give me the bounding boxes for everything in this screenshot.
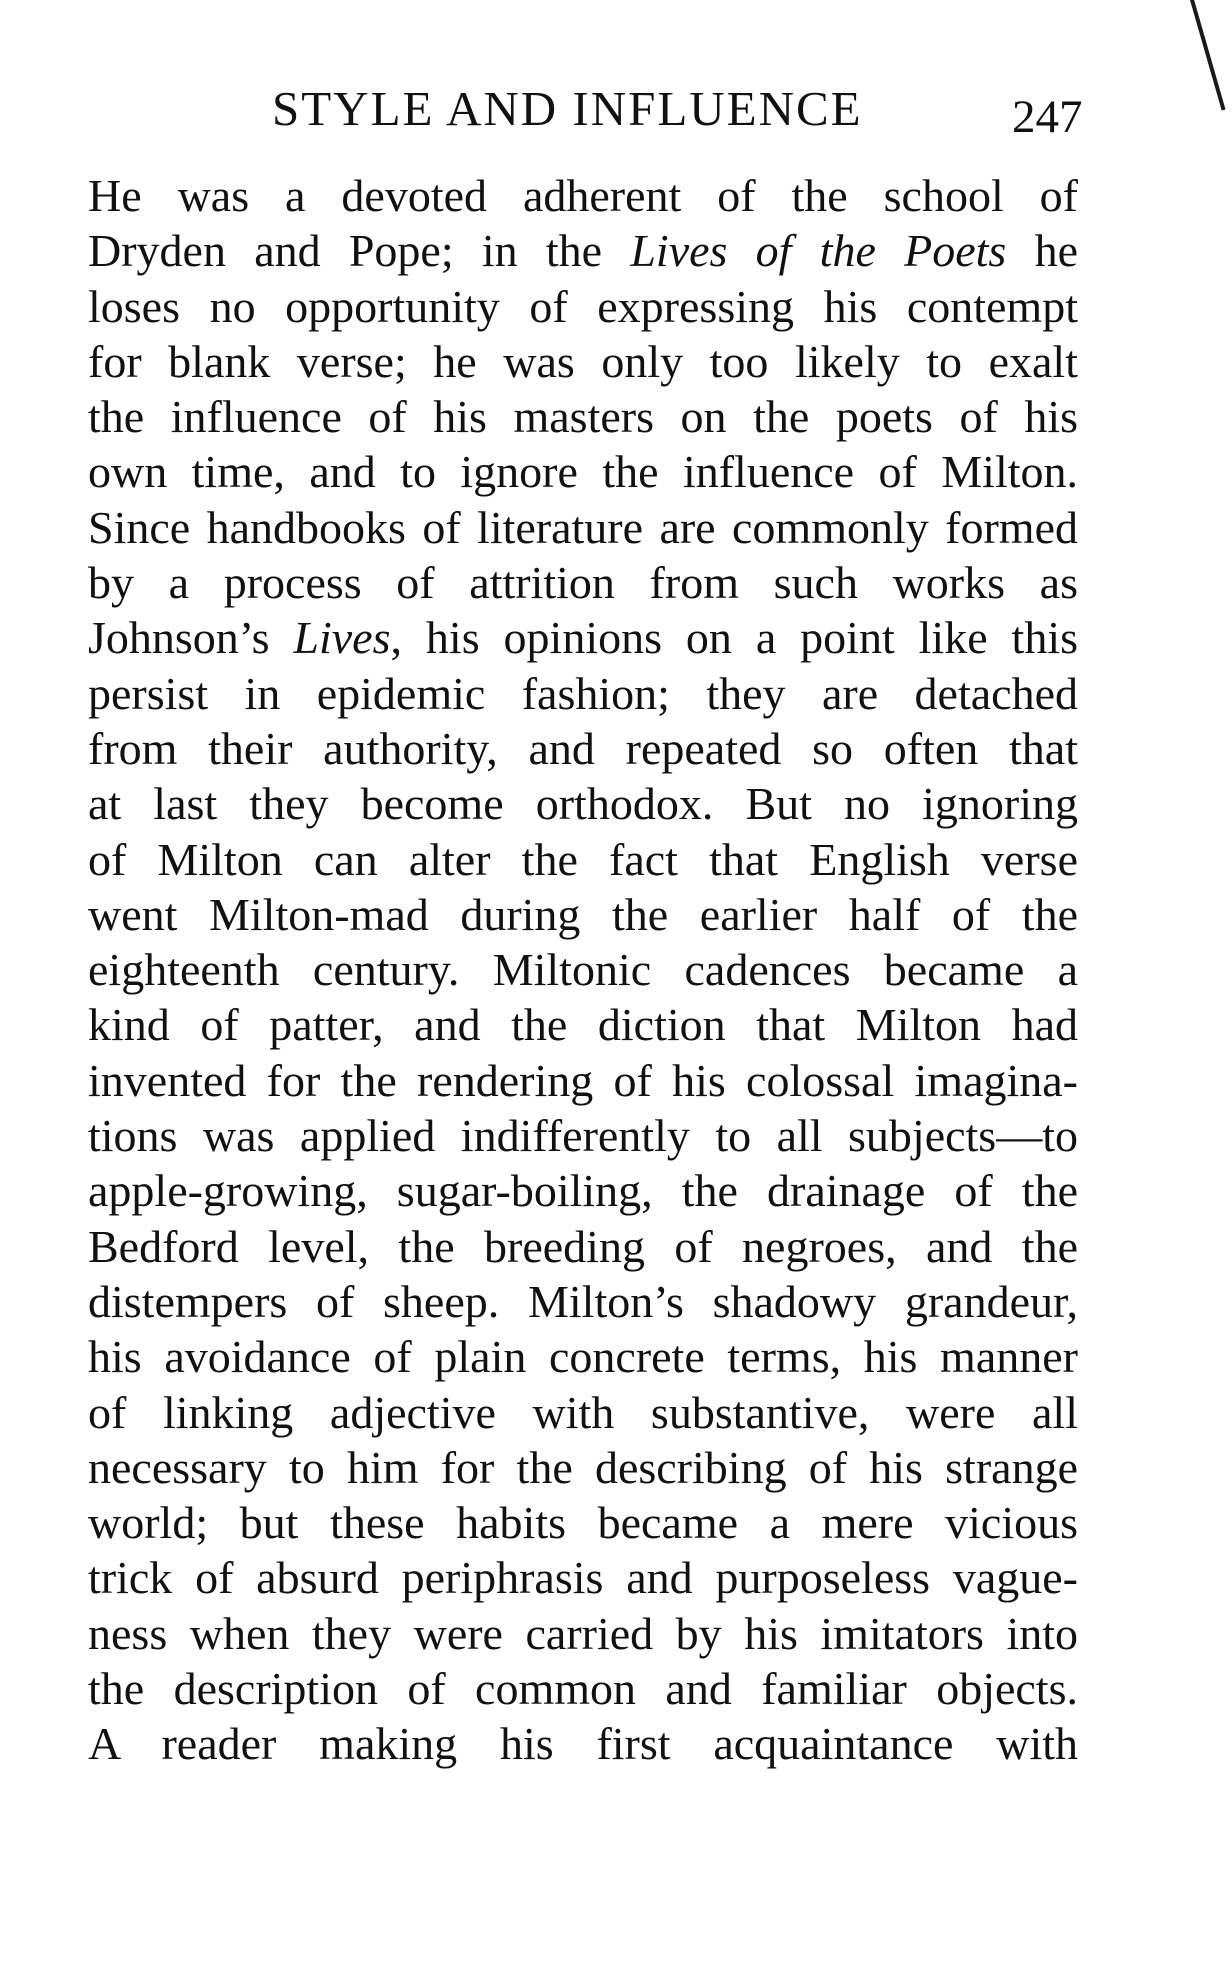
text-line <box>88 610 1078 665</box>
text-run: from their authority, and repeated so often that <box>88 722 1078 774</box>
text-run: invented for the rendering of his colossal imagina- <box>88 1054 1078 1106</box>
text-line <box>88 1385 1078 1440</box>
text-line <box>88 444 1078 499</box>
text-line <box>88 1053 1078 1108</box>
text-run: own time, and to ignore the influence of Milton. <box>88 446 1078 498</box>
text-line <box>88 1274 1078 1329</box>
body-text <box>88 168 1078 1772</box>
text-run: the description of common and familiar objects. <box>88 1663 1078 1715</box>
text-line <box>88 1661 1078 1716</box>
text-line <box>88 1606 1078 1661</box>
text-line <box>88 942 1078 997</box>
text-run: Bedford level, the breeding of negroes, and the <box>88 1220 1078 1272</box>
text-run: of linking adjective with substantive, were all <box>88 1386 1078 1438</box>
text-line <box>88 389 1078 444</box>
text-run: of Milton can alter the fact that English verse <box>88 833 1078 885</box>
text-line <box>88 1550 1078 1605</box>
text-line <box>88 334 1078 389</box>
page-number: 247 <box>1012 91 1083 143</box>
text-line <box>88 555 1078 610</box>
text-run: his avoidance of plain concrete terms, his manner <box>88 1331 1078 1383</box>
text-line <box>88 832 1078 887</box>
text-run: trick of absurd periphrasis and purposeless vague- <box>88 1552 1078 1604</box>
text-run: ness when they were carried by his imitators into <box>88 1607 1078 1659</box>
text-line <box>88 1440 1078 1495</box>
text-line <box>88 1329 1078 1384</box>
text-run: loses no opportunity of expressing his contempt <box>88 280 1078 332</box>
text-run: he <box>1006 225 1078 277</box>
italic-title: Lives <box>293 612 391 664</box>
text-line <box>88 776 1078 831</box>
text-run: Johnson’s <box>88 612 294 664</box>
text-run: world; but these habits became a mere vicious <box>88 1497 1078 1549</box>
text-line <box>88 1219 1078 1274</box>
text-run: at last they become orthodox. But no ignoring <box>88 778 1078 830</box>
running-title: STYLE AND INFLUENCE <box>272 81 863 136</box>
text-run: the influence of his masters on the poets of his <box>88 391 1078 443</box>
italic-title: Lives of the Poets <box>630 225 1007 277</box>
text-run: tions was applied indifferently to all subjects—to <box>88 1110 1078 1162</box>
text-line <box>88 223 1078 278</box>
text-run: kind of patter, and the diction that Milton had <box>88 999 1078 1051</box>
text-run: necessary to him for the describing of his strange <box>88 1441 1078 1493</box>
text-line <box>88 1108 1078 1163</box>
text-line <box>88 1495 1078 1550</box>
text-run: eighteenth century. Miltonic cadences became a <box>88 944 1078 996</box>
text-line <box>88 997 1078 1052</box>
text-line <box>88 1716 1078 1771</box>
text-run: for blank verse; he was only too likely to exalt <box>88 335 1078 387</box>
text-line <box>88 887 1078 942</box>
text-run: He was a devoted adherent of the school of <box>88 170 1078 221</box>
text-run: by a process of attrition from such works as <box>88 557 1078 609</box>
text-run: Since handbooks of literature are commonly formed <box>88 501 1078 553</box>
text-run: apple-growing, sugar-boiling, the drainage of the <box>88 1165 1078 1217</box>
text-run: Dryden and Pope; in the <box>88 225 631 277</box>
text-line <box>88 500 1078 555</box>
text-run: , his opinions on a point like this <box>390 612 1078 664</box>
text-run: went Milton-mad during the earlier half of the <box>88 888 1078 940</box>
text-line <box>88 721 1078 776</box>
scan-edge-mark <box>1190 0 1226 111</box>
text-line <box>88 168 1078 223</box>
text-run: distempers of sheep. Milton’s shadowy grandeur, <box>88 1275 1078 1327</box>
text-line <box>88 1163 1078 1218</box>
text-run: A reader making his first acquaintance with <box>88 1718 1078 1770</box>
text-run: persist in epidemic fashion; they are detached <box>88 667 1078 719</box>
text-line <box>88 279 1078 334</box>
text-line <box>88 666 1078 721</box>
